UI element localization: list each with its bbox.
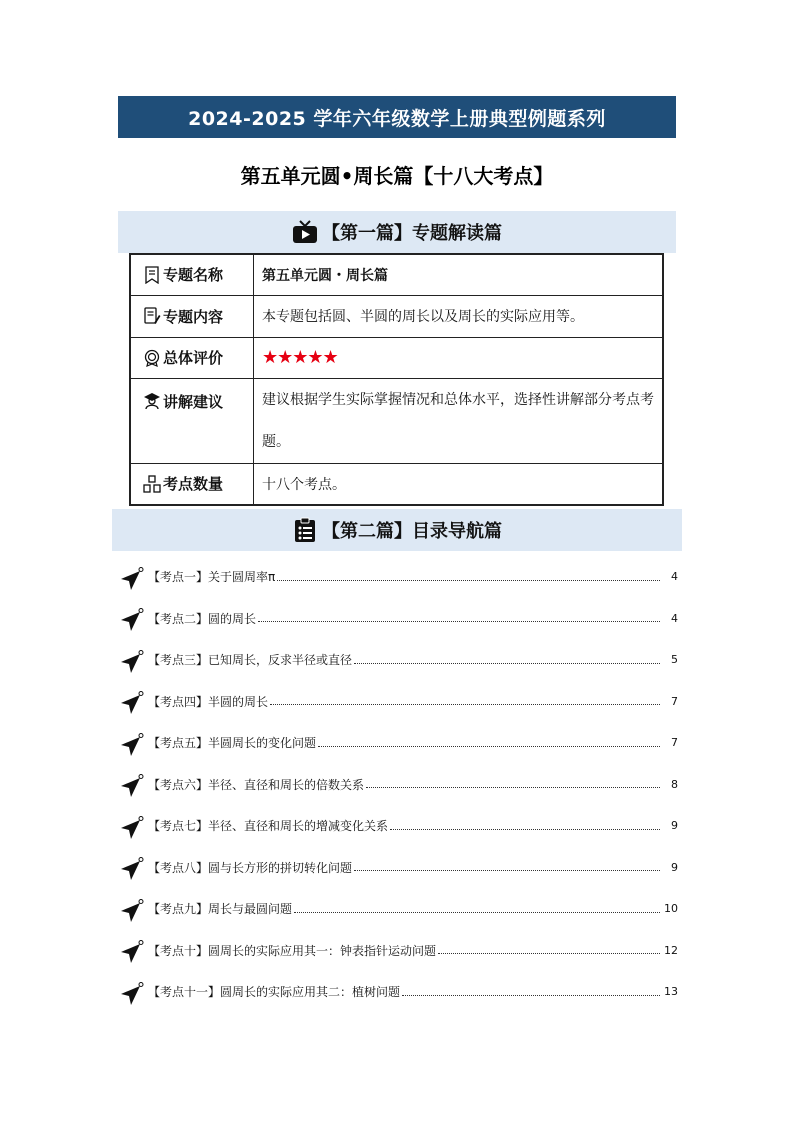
toc-entry[interactable] [118, 639, 678, 681]
toc-page-number: 4 [671, 570, 678, 584]
toc-entry-title: 【考点二】圆的周长 [148, 611, 257, 626]
advice-label: 讲解建议 [163, 392, 224, 411]
table-row [130, 463, 663, 505]
toc-entry[interactable] [118, 722, 678, 764]
toc-entry[interactable] [118, 764, 678, 806]
toc-entry[interactable] [118, 930, 678, 972]
leader-dots [390, 828, 660, 830]
rating-label: 总体评价 [163, 349, 224, 367]
leader-dots [438, 952, 660, 954]
navigation-arrow-icon [118, 982, 144, 1008]
table-row [130, 254, 663, 295]
rating-stars: ★★★★★ [262, 347, 338, 368]
table-row [130, 295, 663, 337]
toc-entry-title: 【考点四】半圆的周长 [148, 694, 269, 709]
table-row [130, 337, 663, 378]
count-value: 十八个考点。 [254, 463, 664, 505]
toc-page-number: 7 [671, 736, 678, 750]
leader-dots [270, 703, 660, 705]
toc-page-number: 5 [671, 653, 678, 667]
navigation-arrow-icon [118, 940, 144, 966]
content-value: 本专题包括圆、半圆的周长以及周长的实际应用等。 [254, 295, 664, 337]
section-header-toc [112, 509, 682, 551]
toc-entry-title: 【考点五】半圆周长的变化问题 [148, 736, 317, 751]
toc-entry[interactable] [118, 681, 678, 723]
series-banner [118, 96, 676, 138]
toc-page-number: 9 [671, 860, 678, 874]
toc-page-number: 12 [664, 943, 678, 957]
toc-entry[interactable] [118, 805, 678, 847]
toc-entry-title: 【考点三】已知周长，反求半径或直径 [148, 653, 353, 668]
navigation-arrow-icon [118, 899, 144, 925]
toc-entry-title: 【考点一】关于圆周率π [148, 570, 276, 585]
leader-dots [277, 579, 660, 581]
navigation-arrow-icon [118, 857, 144, 883]
navigation-arrow-icon [118, 733, 144, 759]
navigation-arrow-icon [118, 650, 144, 676]
leader-dots [294, 911, 660, 913]
toc-entry[interactable] [118, 598, 678, 640]
leader-dots [402, 994, 660, 996]
leader-dots [318, 745, 660, 747]
toc-page-number: 7 [671, 694, 678, 708]
toc-entry-title: 【考点十】圆周长的实际应用其一：钟表指针运动问题 [148, 943, 437, 958]
bookmark-icon [143, 266, 161, 284]
clipboard-list-icon [292, 517, 318, 543]
navigation-arrow-icon [118, 816, 144, 842]
unit-title: 第五单元圆•周长篇【十八大考点】 [240, 164, 554, 188]
leader-dots [354, 869, 660, 871]
toc-page-number: 8 [671, 777, 678, 791]
navigation-arrow-icon [118, 608, 144, 634]
leader-dots [354, 662, 660, 664]
toc-entry-title: 【考点九】周长与最圆问题 [148, 902, 293, 917]
toc-entry-title: 【考点七】半径、直径和周长的增减变化关系 [148, 819, 389, 834]
section-title: 【第二篇】目录导航篇 [322, 521, 502, 542]
table-row [130, 378, 663, 463]
section-title: 【第一篇】专题解读篇 [322, 223, 502, 244]
advice-value: 建议根据学生实际掌握情况和总体水平，选择性讲解部分考点考题。 [254, 378, 664, 463]
count-label: 考点数量 [163, 475, 224, 494]
toc-entry[interactable] [118, 971, 678, 1013]
navigation-arrow-icon [118, 691, 144, 717]
topic-info-table [129, 253, 664, 506]
toc-entry-title: 【考点十一】圆周长的实际应用其二：植树问题 [148, 985, 401, 1000]
toc-entry[interactable] [118, 556, 678, 598]
toc-page-number: 4 [671, 611, 678, 625]
toc-entry-title: 【考点八】圆与长方形的拼切转化问题 [148, 860, 353, 875]
navigation-arrow-icon [118, 774, 144, 800]
tv-icon [292, 219, 318, 245]
section-header-interpretation [118, 211, 676, 253]
toc-page-number: 9 [671, 819, 678, 833]
leader-dots [366, 786, 660, 788]
document-edit-icon [143, 307, 161, 325]
leader-dots [258, 620, 660, 622]
badge-icon [143, 349, 161, 367]
teacher-icon [143, 392, 161, 410]
navigation-arrow-icon [118, 567, 144, 593]
toc-page-number: 10 [664, 902, 678, 916]
table-of-contents [118, 556, 678, 1013]
toc-page-number: 13 [664, 985, 678, 999]
series-title: 2024-2025 学年六年级数学上册典型例题系列 [188, 107, 606, 130]
content-label: 专题内容 [163, 307, 224, 326]
toc-entry[interactable] [118, 888, 678, 930]
name-label: 专题名称 [163, 266, 224, 285]
blocks-icon [143, 475, 161, 493]
toc-entry-title: 【考点六】半径、直径和周长的倍数关系 [148, 777, 365, 792]
toc-entry[interactable] [118, 847, 678, 889]
name-value: 第五单元圆・周长篇 [254, 254, 664, 295]
